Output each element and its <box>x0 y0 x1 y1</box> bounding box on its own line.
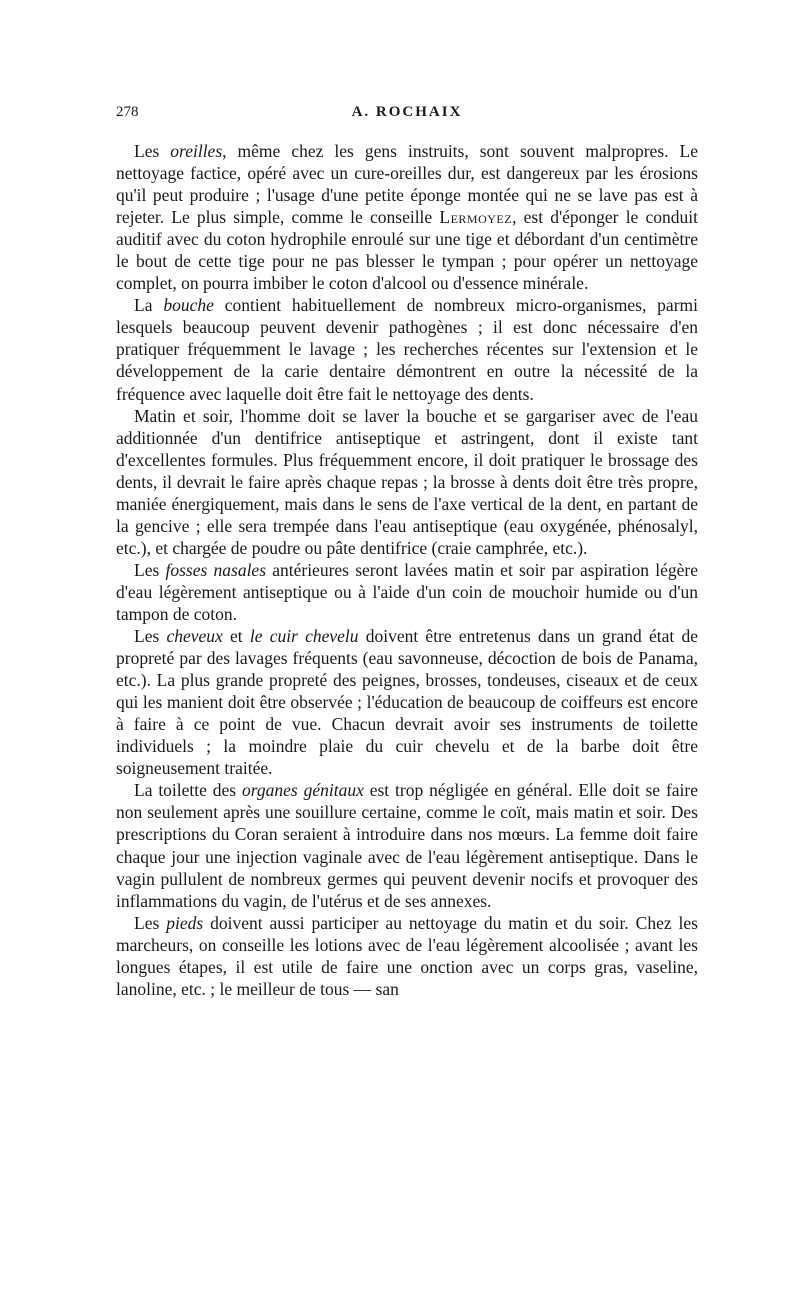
paragraph-nose: Les fosses nasales antérieures seront lavées matin et soir par aspiration légère d'eau légèrement antiseptique ou à l'aide d'un coin de mouchoir humide ou d'un tampon de coton. <box>116 559 698 624</box>
paragraph-genitals: La toilette des organes génitaux est trop négligée en général. Elle doit se faire non seulement après une souillure certaine, comme le coït, mais matin et soir. Des prescriptions du Coran seraient à introduire dans nos mœurs. La femme doit faire chaque jour une injection vaginale avec de l'eau légèrement antiseptique. Dans le vagin pullulent de nombreux germes qui peuvent devenir nocifs et provoquer des inflammations du vagin, de l'utérus et de ses annexes. <box>116 780 698 911</box>
term-scalp: le cuir chevelu <box>249 626 359 647</box>
term-nose: fosses nasales <box>165 559 267 580</box>
paragraph-hair: Les cheveux et le cuir chevelu doivent être entretenus dans un grand état de propreté par des lavages fréquents (eau savonneuse, décoction de bois de Panama, etc.). La plus grande propreté des peignes, brosses, tondeuses, ciseaux et de ceux qui les manient doit être observée ; l'éducation de beaucoup de coiffeurs est encore à faire à ce point de vue. Chacun devrait avoir ses instruments de toilette individuels ; la moindre plaie du cuir chevelu et de la barbe doit être soigneusement traitée. <box>116 626 698 779</box>
term-mouth: bouche <box>163 295 214 316</box>
term-hair: cheveux <box>166 626 223 647</box>
term-feet: pieds <box>166 912 204 933</box>
term-genitals: organes génitaux <box>241 780 364 801</box>
term-ears: oreilles <box>170 141 223 161</box>
paragraph-ears: Les oreilles, même chez les gens instruits, sont souvent malpropres. Le nettoyage factice, opéré avec un cure-oreilles dur, est dangereux par les érosions qu'il peut produire ; l'usage d'une petite éponge montée qui ne se lave pas est à rejeter. Le plus simple, comme le conseille Lermoyez, est d'éponger le conduit auditif avec du coton hydrophile enroulé sur une tige et débordant d'un centimètre le bout de cette tige pour ne pas blesser le tympan ; pour opérer un nettoyage complet, on pourra imbiber le coton d'alcool ou d'essence minérale. <box>116 141 698 294</box>
body-text <box>116 140 698 1000</box>
paragraph-mouth: La bouche contient habituellement de nombreux micro-organismes, parmi lesquels beaucoup peuvent devenir pathogènes ; il est donc nécessaire d'en pratiquer fréquemment le lavage ; les recherches récentes sur l'extension et le développement de la carie dentaire démontrent en outre la nécessité de la fréquence avec laquelle doit être fait le nettoyage des dents. <box>116 295 698 404</box>
page-header <box>116 104 698 128</box>
page-number: 278 <box>116 104 139 120</box>
paragraph-teeth: Matin et soir, l'homme doit se laver la bouche et se gargariser avec de l'eau additionnée d'un dentifrice antiseptique et astringent, dont il existe tant d'excellentes formules. Plus fréquemment encore, il doit pratiquer le brossage des dents, il devrait le faire après chaque repas ; la brosse à dents doit être très propre, maniée énergiquement, mais dans le sens de l'axe vertical de la dent, en partant de la gencive ; elle sera trempée dans l'eau antiseptique (eau oxygénée, phénosalyl, etc.), et chargée de poudre ou pâte dentifrice (craie camphrée, etc.). <box>116 405 698 558</box>
paragraph-feet: Les pieds doivent aussi participer au nettoyage du matin et du soir. Chez les marcheurs, on conseille les lotions avec de l'eau légèrement alcoolisée ; avant les longues étapes, il est utile de faire une onction avec un corps gras, vaseline, lanoline, etc. ; le meilleur de tous — san <box>116 912 698 999</box>
author-name: Lermoyez <box>439 207 513 228</box>
running-head: A. ROCHAIX <box>351 104 463 120</box>
